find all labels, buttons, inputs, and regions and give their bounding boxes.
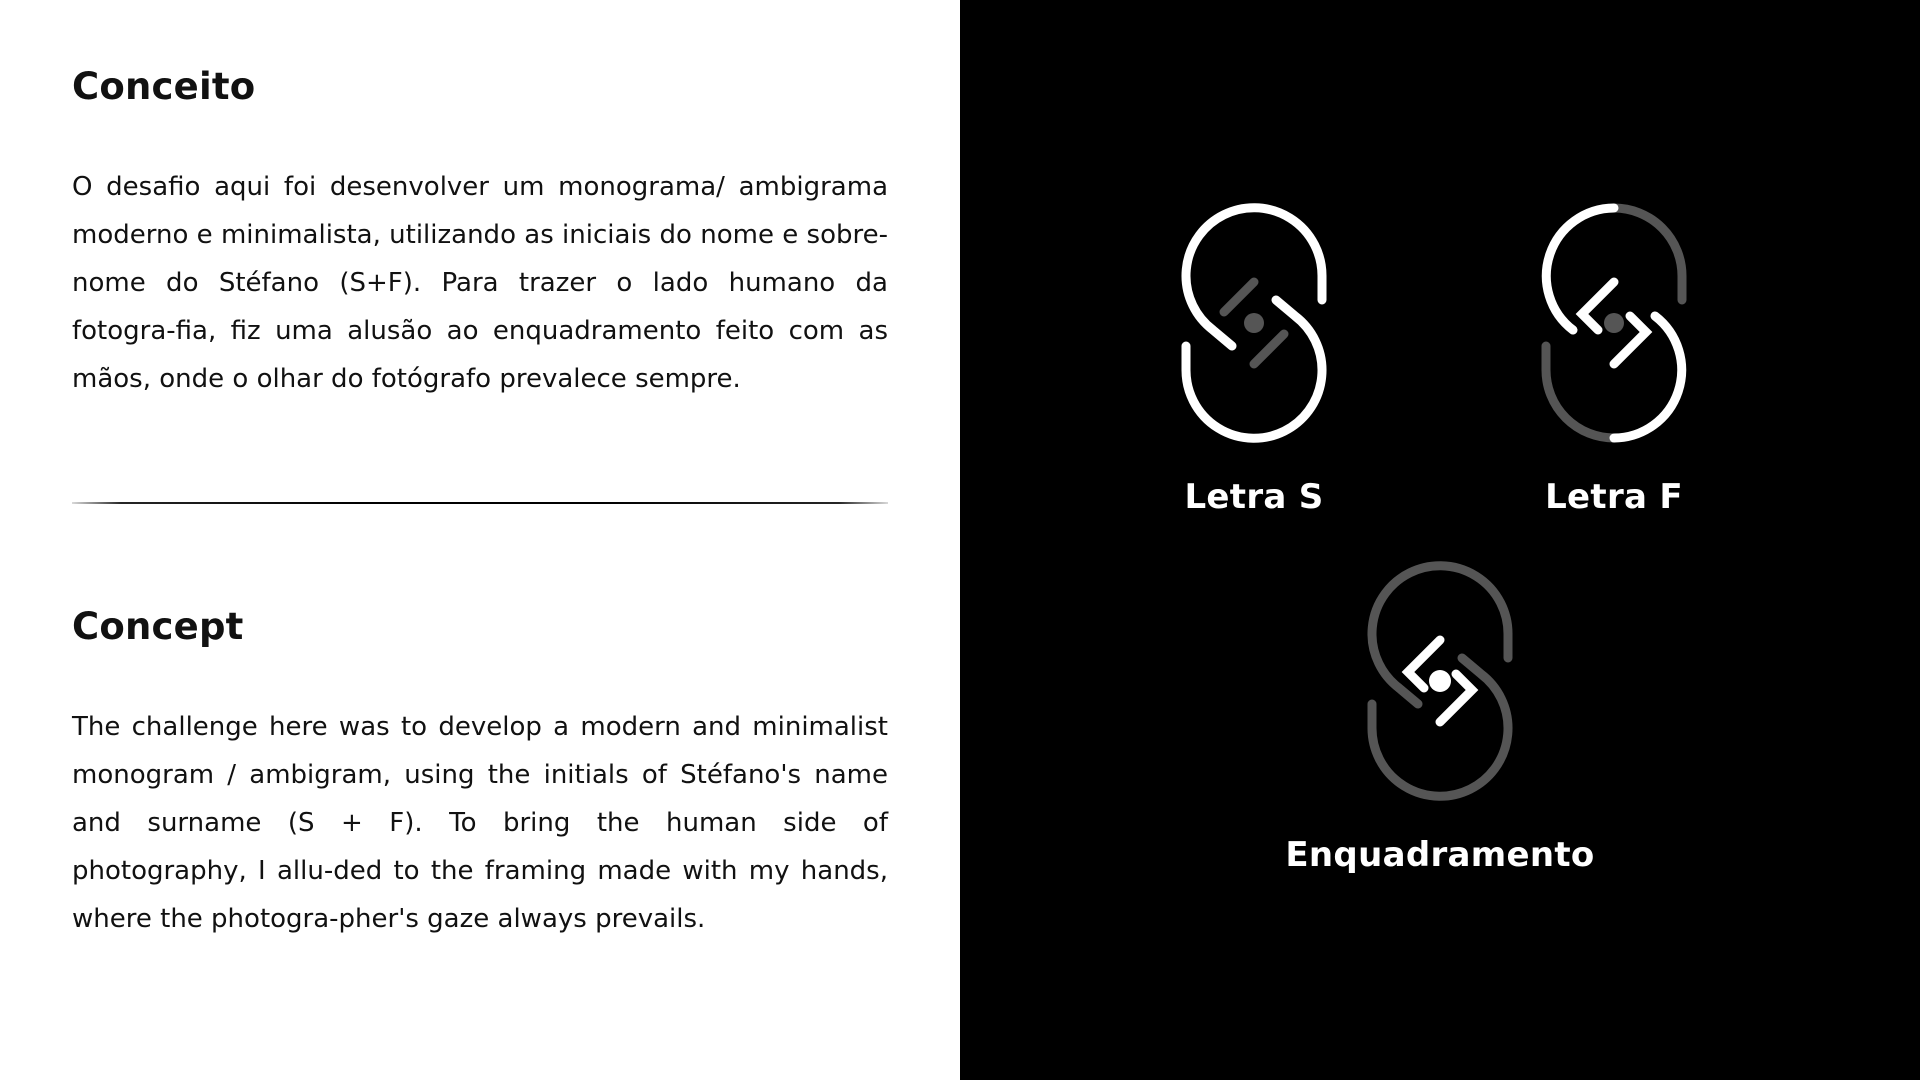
concept-heading-en: Concept: [72, 605, 244, 648]
framing-monogram-icon: [1360, 558, 1520, 804]
framing-label: Enquadramento: [1285, 835, 1595, 875]
concept-body-en: The challenge here was to develop a modern and minimalist monogram / ambigram, using the initials of Stéfano's name and surname (S + F). To bring the human side of photography, I allu-ded to the framing made with my hands, where the photogra-pher's gaze always prevails.: [72, 712, 888, 934]
concept-heading-pt: Conceito: [72, 65, 256, 108]
letter-s-monogram-icon: [1174, 200, 1334, 446]
concept-body-pt: O desafio aqui foi desenvolver um monograma/ ambigrama moderno e minimalista, utilizando as iniciais do nome e sobre-nome do Stéfano (S+F). Para trazer o lado humano da fotogra-fia, fiz uma alusão ao enquadramento feito com as mãos, onde o olhar do fotógrafo prevalece sempre.: [72, 172, 888, 394]
logo-panel: [960, 0, 1920, 1080]
letter-f-monogram-icon: [1534, 200, 1694, 446]
letter-s-label: Letra S: [1184, 477, 1324, 517]
section-divider: [72, 502, 888, 504]
letter-f-label: Letra F: [1545, 477, 1683, 517]
